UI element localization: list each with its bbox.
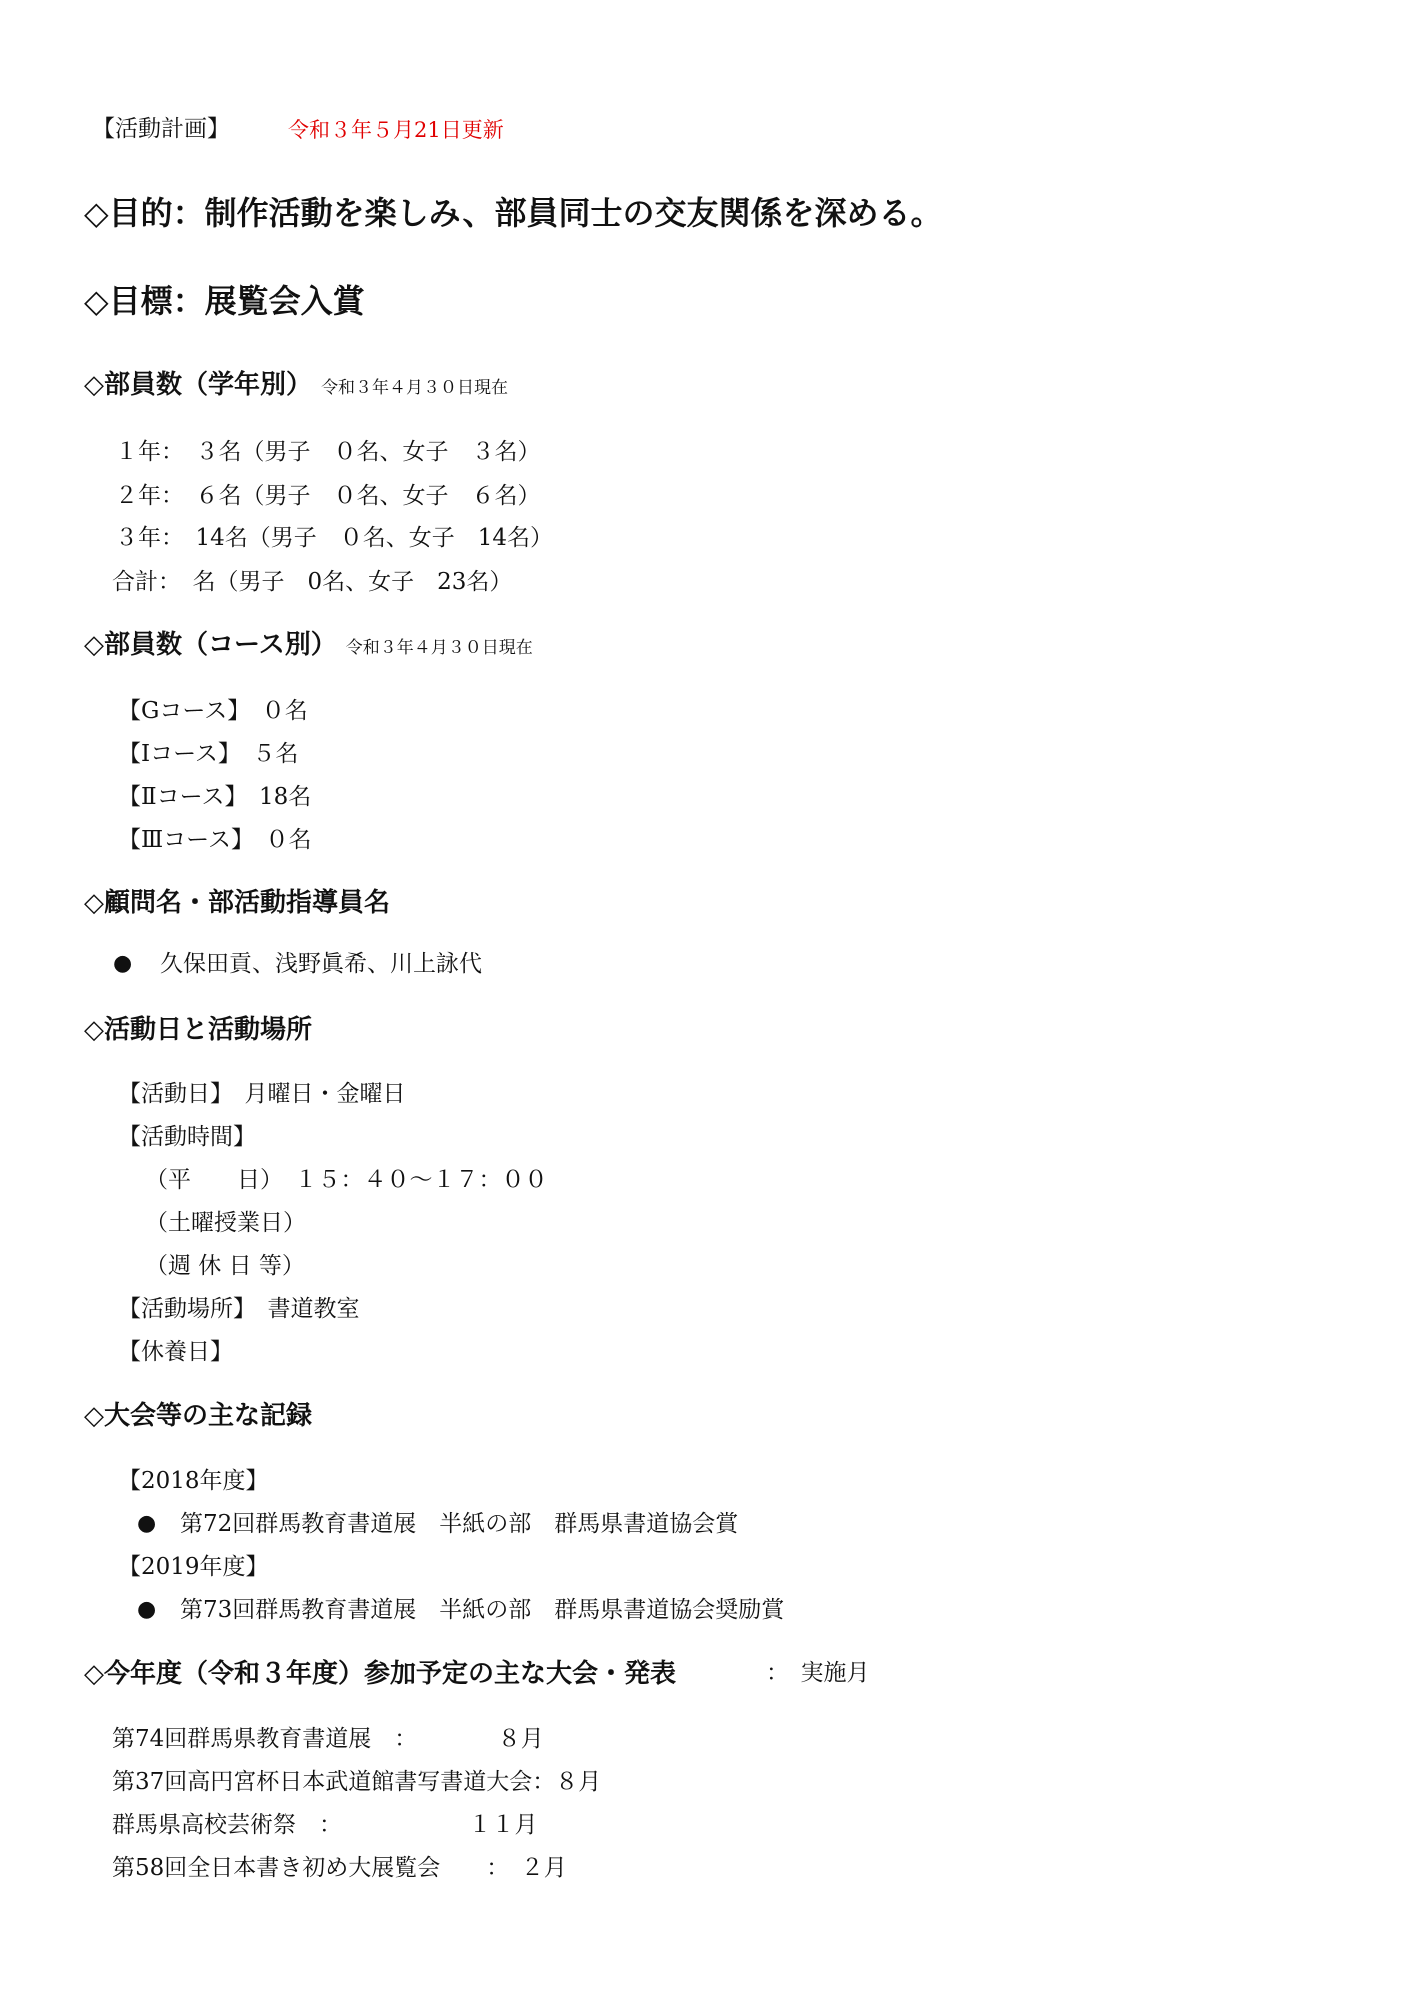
grade-row: ２年： ６名（男子 ０名、女子 ６名） <box>115 483 541 509</box>
activity-days: 【活動日】 月曜日・金曜日 <box>118 1081 406 1107</box>
advisors-heading: ◇顧問名・部活動指導員名 <box>84 888 390 918</box>
purpose-heading: ◇目的：制作活動を楽しみ、部員同士の交友関係を深める。 <box>84 194 943 232</box>
grade-total-row: 合計： 名（男子 0名、女子 23名） <box>112 569 513 595</box>
activity-time-saturday: （土曜授業日） <box>145 1210 306 1236</box>
advisor-names: 久保田貢、浅野眞希、川上詠代 <box>160 951 482 977</box>
members-grade-date: 令和３年４月３０日現在 <box>321 378 509 398</box>
plans-month-header: ： 実施月 <box>766 1660 870 1686</box>
grade-row: １年： ３名（男子 ０名、女子 ３名） <box>115 439 541 465</box>
activity-time-holiday: （週 休 日 等） <box>145 1253 305 1279</box>
activity-place: 【活動場所】 書道教室 <box>118 1296 360 1322</box>
members-course-title: ◇部員数（コース別） <box>84 630 337 660</box>
bullet-icon: ● <box>113 951 133 976</box>
goal-heading: ◇目標：展覧会入賞 <box>84 282 365 320</box>
activity-time-label: 【活動時間】 <box>118 1124 256 1150</box>
plans-heading: ◇今年度（令和３年度）参加予定の主な大会・発表 <box>84 1659 676 1689</box>
plan-row: 第58回全日本書き初め大展覧会 ： ２月 <box>112 1855 567 1881</box>
section-label: 【活動計画】 <box>92 116 230 142</box>
record-item: 第72回群馬教育書道展 半紙の部 群馬県書道協会賞 <box>180 1511 739 1537</box>
members-course-date: 令和３年４月３０日現在 <box>345 638 533 658</box>
course-row: 【Gコース】 ０名 <box>118 698 308 724</box>
activity-time-weekday: （平 日） １５：４０～１７：００ <box>145 1167 548 1193</box>
activity-heading: ◇活動日と活動場所 <box>84 1015 312 1045</box>
record-year: 【2019年度】 <box>118 1554 269 1580</box>
rest-day-label: 【休養日】 <box>118 1339 233 1365</box>
records-heading: ◇大会等の主な記録 <box>84 1401 312 1431</box>
bullet-icon: ● <box>137 1597 157 1622</box>
course-row: 【Ⅰコース】 ５名 <box>118 741 299 767</box>
grade-row: ３年： 14名（男子 ０名、女子 14名） <box>115 525 554 551</box>
course-row: 【Ⅱコース】 18名 <box>118 784 312 810</box>
record-year: 【2018年度】 <box>118 1468 269 1494</box>
bullet-icon: ● <box>137 1511 157 1536</box>
record-item: 第73回群馬教育書道展 半紙の部 群馬県書道協会奨励賞 <box>180 1597 785 1623</box>
members-grade-title: ◇部員数（学年別） <box>84 370 312 400</box>
course-row: 【Ⅲコース】 ０名 <box>118 827 312 853</box>
plan-row: 群馬県高校芸術祭 ： １１月 <box>112 1812 538 1838</box>
plan-row: 第37回高円宮杯日本武道館書写書道大会：８月 <box>112 1769 602 1795</box>
plan-row: 第74回群馬県教育書道展 ： ８月 <box>112 1726 544 1752</box>
members-grade-heading <box>84 372 508 398</box>
members-course-heading <box>84 632 533 658</box>
update-date: 令和３年５月21日更新 <box>288 118 504 142</box>
